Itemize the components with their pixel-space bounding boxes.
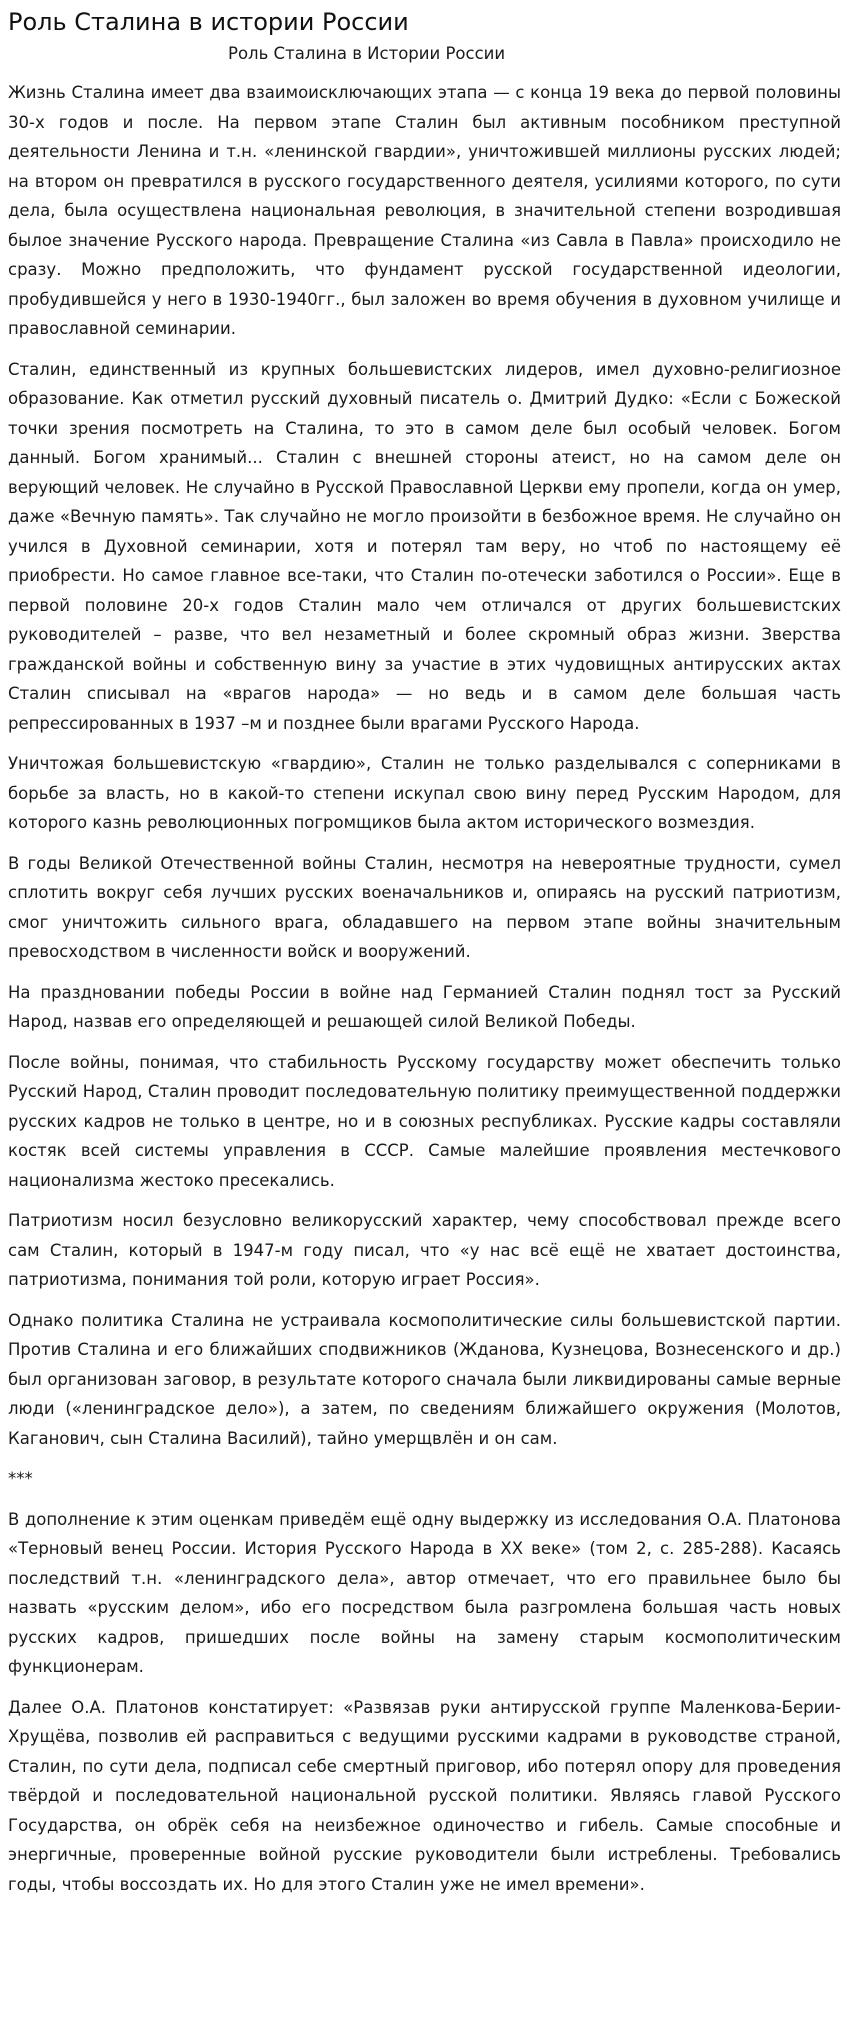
paragraph: Сталин, единственный из крупных большевистских лидеров, имел духовно-религиозное образование. Как отметил русский духовный писатель о. Дмитрий Дудко: «Если с Божеской точки зрения посмотреть на Сталина, то это в самом деле был особый человек. Богом данный. Богом хранимый... Сталин с внешней стороны атеист, но на самом деле он верующий человек. Не случайно в Русской Православной Церкви ему пропели, когда он умер, даже «Вечную память». Так случайно не могло произойти в безбожное время. Не случайно он учился в Духовной семинарии, хотя и потерял там веру, но чтоб по настоящему её приобрести. Но самое главное все-таки, что Сталин по-отечески заботился о России». Еще в первой половине 20-х годов Сталин мало чем отличался от других большевистских руководителей – разве, что вел незаметный и более скромный образ жизни. Зверства гражданской войны и собственную вину за участие в этих чудовищных антирусских актах Сталин списывал на «врагов народа» — но ведь и в самом деле большая часть репрессированных в 1937 –м и позднее были врагами Русского Народа. (8, 359, 841, 733)
paragraph: Уничтожая большевистскую «гвардию», Сталин не только разделывался с соперниками в борьбе за власть, но в какой-то степени искупал свою вину перед Русским Народом, для которого казнь революционных погромщиков была актом исторического возмездия. (8, 754, 841, 832)
paragraph: Однако политика Сталина не устраивала космополитические силы большевистской партии. Против Сталина и его ближайших сподвижников (Жданова, Кузнецова, Вознесенского и др.) был организован заговор, в результате которого сначала были ликвидированы самые верные люди («ленинградское дело»), а затем, по сведениям ближайшего окружения (Молотов, Каганович, сын Сталина Василий), тайно умерщвлён и он сам. (8, 1310, 841, 1448)
paragraph: Патриотизм носил безусловно великорусский характер, чему способствовал прежде всего сам Сталин, который в 1947-м году писал, что «у нас всё ещё не хватает достоинства, патриотизма, понимания той роли, которую играет Россия». (8, 1211, 841, 1289)
paragraph: В годы Великой Отечественной войны Сталин, несмотря на невероятные трудности, сумел сплотить вокруг себя лучших русских военачальников и, опираясь на русский патриотизм, смог уничтожить сильного врага, обладавшего на первом этапе войны значительным превосходством в численности войск и вооружений. (8, 853, 841, 961)
section-separator: *** (8, 1469, 33, 1488)
paragraph: Жизнь Сталина имеет два взаимоисключающих этапа — с конца 19 века до первой половины 30-х годов и после. На первом этапе Сталин был активным пособником преступной деятельности Ленина и т.н. «ленинской гвардии», уничтожившей миллионы русских людей; на втором он превратился в русского государственного деятеля, усилиями которого, по сути дела, была осуществлена национальная революция, в значительной степени возродившая былое значение Русского народа. Превращение Сталина «из Савла в Павла» происходило не сразу. Можно предположить, что фундамент русской государственной идеологии, пробудившейся у него в 1930-1940гг., был заложен во время обучения в духовном училище и православной семинарии. (8, 83, 841, 338)
paragraph: Далее О.А. Платонов констатирует: «Развязав руки антирусской группе Маленкова-Берии-Хрущёва, позволив ей расправиться с ведущими русскими кадрами в руководстве страной, Сталин, по сути дела, подписал себе смертный приговор, ибо потерял опору для проведения твёрдой и последовательной национальной русской политики. Являясь главой Русского Государства, он обрёк себя на неизбежное одиночество и гибель. Самые способные и энергичные, проверенные войной русские руководители были истреблены. Требовались годы, чтобы воссоздать их. Но для этого Сталин уже не имел времени». (8, 1697, 841, 1894)
paragraph: В дополнение к этим оценкам приведём ещё одну выдержку из исследования О.А. Платонова «Терновый венец России. История Русского Народа в XX веке» (том 2, с. 285-288). Касаясь последствий т.н. «ленинградского дела», автор отмечает, что его правильнее было бы назвать «русским делом», ибо его посредством была разгромлена большая часть новых русских кадров, пришедших после войны на замену старым космополитическим функционерам. (8, 1509, 841, 1676)
paragraph: После войны, понимая, что стабильность Русскому государству может обеспечить только Русский Народ, Сталин проводит последовательную политику преимущественной поддержки русских кадров не только в центре, но и в союзных республиках. Русские кадры составляли костяк всей системы управления в СССР. Самые малейшие проявления местечкового национализма жестоко пресекались. (8, 1052, 841, 1190)
paragraph: На праздновании победы России в войне над Германией Сталин поднял тост за Русский Народ, назвав его определяющей и решающей силой Великой Победы. (8, 982, 841, 1031)
article-subtitle: Роль Сталина в Истории России (228, 44, 506, 63)
page-title: Роль Сталина в истории России (8, 8, 409, 36)
